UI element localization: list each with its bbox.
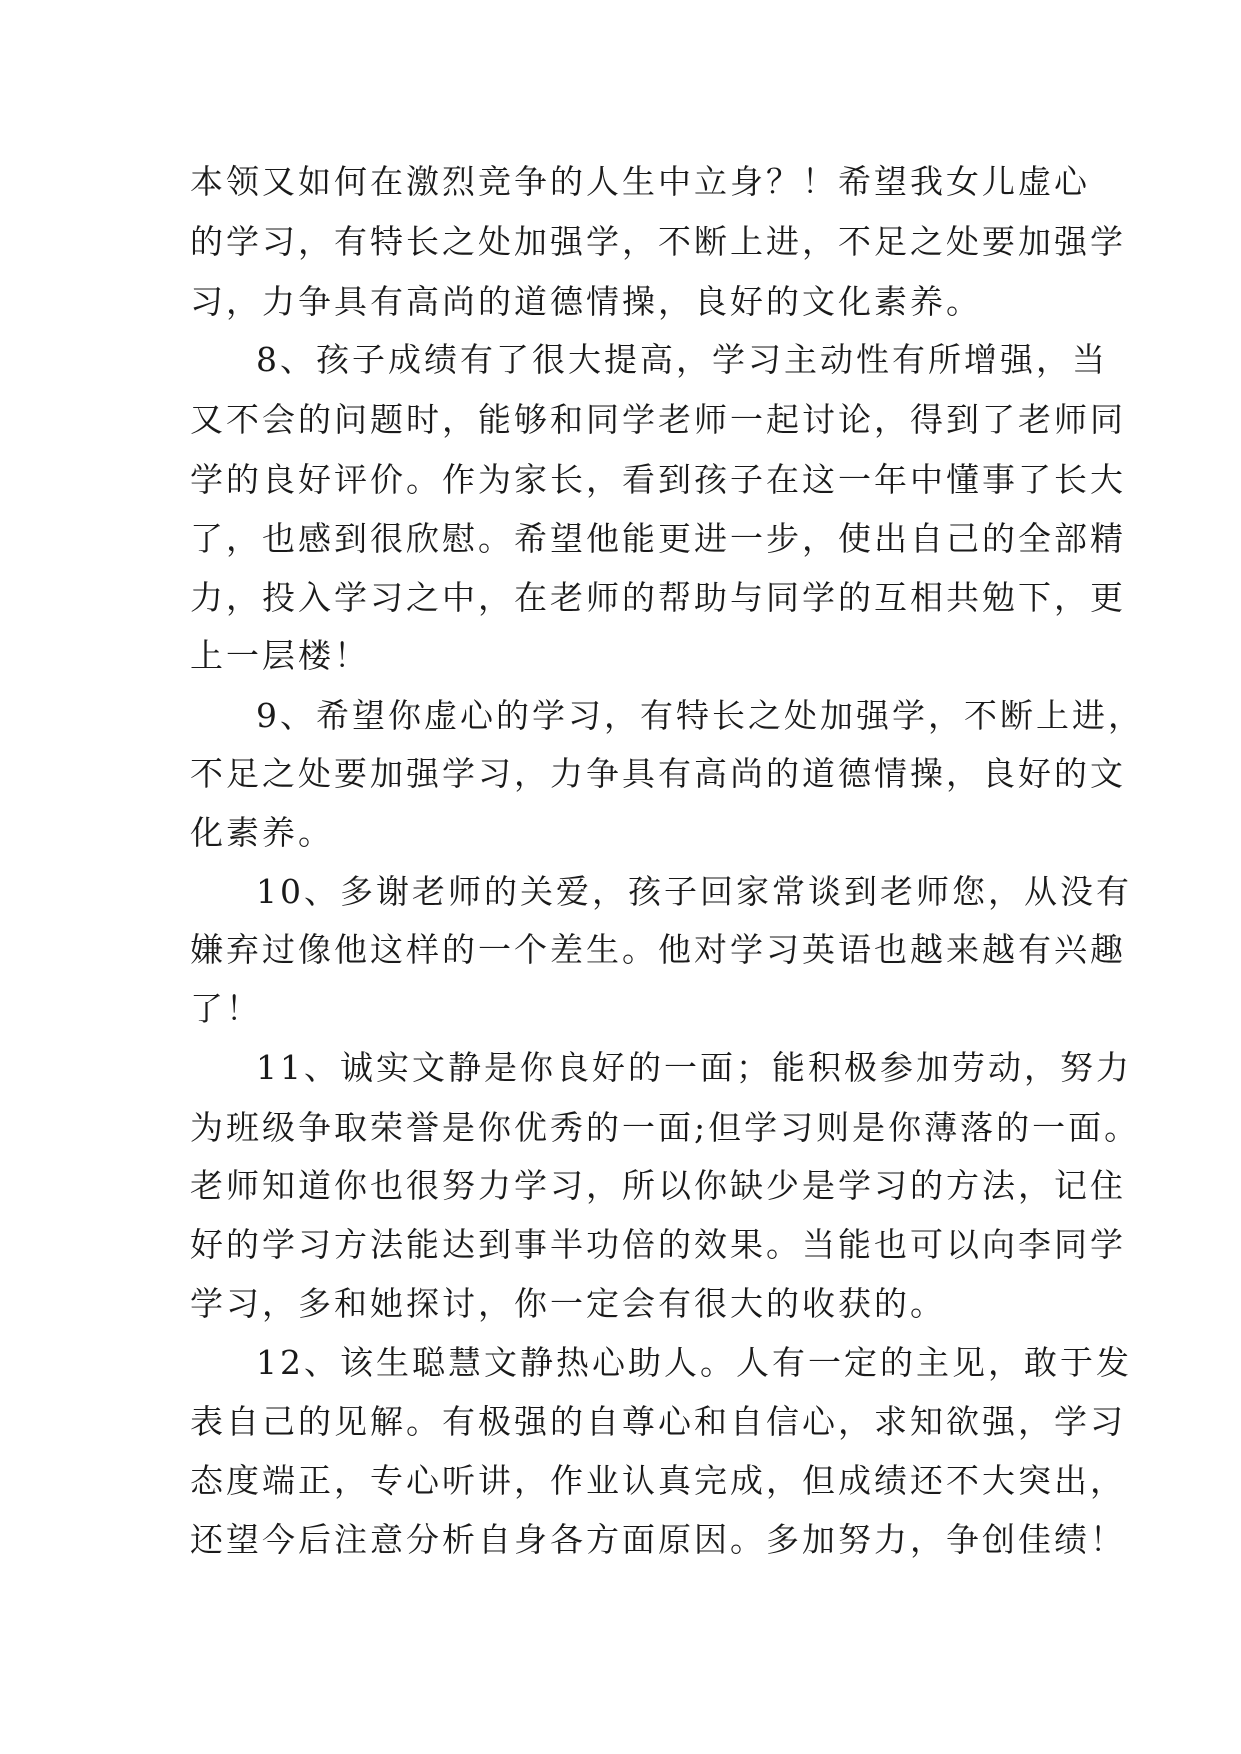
- paragraph-11-first-line: 11、诚实文静是你良好的一面；能积极参加劳动，努力: [256, 1048, 1132, 1087]
- text-line: 学习，多和她探讨，你一定会有很大的收获的。: [190, 1284, 946, 1323]
- text-line: 为班级争取荣誉是你优秀的一面;但学习则是你薄落的一面。: [190, 1108, 1141, 1147]
- text-line: 好的学习方法能达到事半功倍的效果。当能也可以向李同学: [190, 1225, 1126, 1264]
- text-line: 了，也感到很欣慰。希望他能更进一步，使出自己的全部精: [190, 519, 1126, 558]
- text-line: 学的良好评价。作为家长，看到孩子在这一年中懂事了长大: [190, 460, 1126, 499]
- text-line: 力，投入学习之中，在老师的帮助与同学的互相共勉下，更: [190, 578, 1126, 617]
- text-line: 了！: [190, 989, 262, 1028]
- text-line: 嫌弃过像他这样的一个差生。他对学习英语也越来越有兴趣: [190, 930, 1126, 969]
- text-line: 不足之处要加强学习，力争具有高尚的道德情操，良好的文: [190, 754, 1126, 793]
- paragraph-10-first-line: 10、多谢老师的关爱，孩子回家常谈到老师您，从没有: [256, 872, 1132, 911]
- text-line: 化素养。: [190, 813, 334, 852]
- text-line: 表自己的见解。有极强的自尊心和自信心，求知欲强，学习: [190, 1402, 1126, 1441]
- text-line: 又不会的问题时，能够和同学老师一起讨论，得到了老师同: [190, 400, 1126, 439]
- text-line: 还望今后注意分析自身各方面原因。多加努力，争创佳绩！: [190, 1520, 1126, 1559]
- text-line: 老师知道你也很努力学习，所以你缺少是学习的方法，记住: [190, 1166, 1126, 1205]
- paragraph-12-first-line: 12、该生聪慧文静热心助人。人有一定的主见，敢于发: [256, 1343, 1132, 1382]
- text-line: 态度端正，专心听讲，作业认真完成，但成绩还不大突出，: [190, 1461, 1126, 1500]
- text-line: 习，力争具有高尚的道德情操，良好的文化素养。: [190, 282, 982, 321]
- text-line: 的学习，有特长之处加强学，不断上进，不足之处要加强学: [190, 222, 1126, 261]
- text-line: 上一层楼！: [190, 636, 370, 675]
- paragraph-8-first-line: 8、孩子成绩有了很大提高，学习主动性有所增强，当: [256, 340, 1108, 379]
- paragraph-9-first-line: 9、希望你虚心的学习，有特长之处加强学，不断上进，: [256, 696, 1144, 735]
- text-line: 本领又如何在激烈竞争的人生中立身？！希望我女儿虚心: [190, 162, 1090, 201]
